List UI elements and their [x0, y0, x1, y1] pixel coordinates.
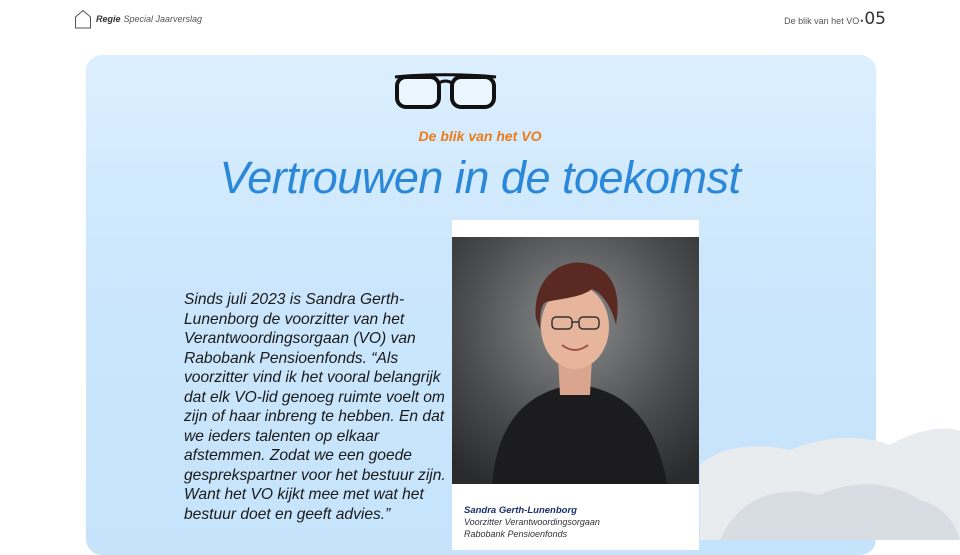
brand-subtitle: Special Jaarverslag: [123, 14, 203, 24]
section-label: De blik van het VO: [784, 16, 860, 26]
photo-caption: [464, 505, 600, 540]
brand: [74, 8, 202, 30]
page-number: 05: [864, 9, 886, 29]
brand-name: Regie: [96, 14, 121, 24]
running-header: [784, 9, 886, 29]
article-kicker: De blik van het VO: [418, 128, 542, 144]
caption-organization: Rabobank Pensioenfonds: [464, 529, 568, 539]
article-title: Vertrouwen in de toekomst: [219, 152, 741, 203]
portrait-photo: [452, 237, 699, 484]
caption-name: Sandra Gerth-Lunenborg: [464, 505, 577, 516]
top-bar: [0, 0, 960, 40]
article-intro: Sinds juli 2023 is Sandra Gerth-Lunenborg de voorzitter van het Verantwoordingsorgaan (VO) van Rabobank Pensioenfonds. “Als voorzitter vind ik het vooral belangrijk dat elk VO-lid genoeg ruimte voelt om zijn of haar inbreng te hebben. En dat we ieders talenten op elkaar afstemmen. Zodat we een goede gesprekspartner voor het bestuur zijn. Want het VO kijkt mee met wat het bestuur doet en geeft advies.”: [184, 291, 446, 523]
decorative-cloud: [700, 425, 960, 540]
separator: •: [860, 16, 864, 26]
glasses-icon: [393, 73, 498, 113]
house-outline-icon: [74, 9, 92, 29]
caption-role: Voorzitter Verantwoordingsorgaan: [464, 517, 600, 527]
